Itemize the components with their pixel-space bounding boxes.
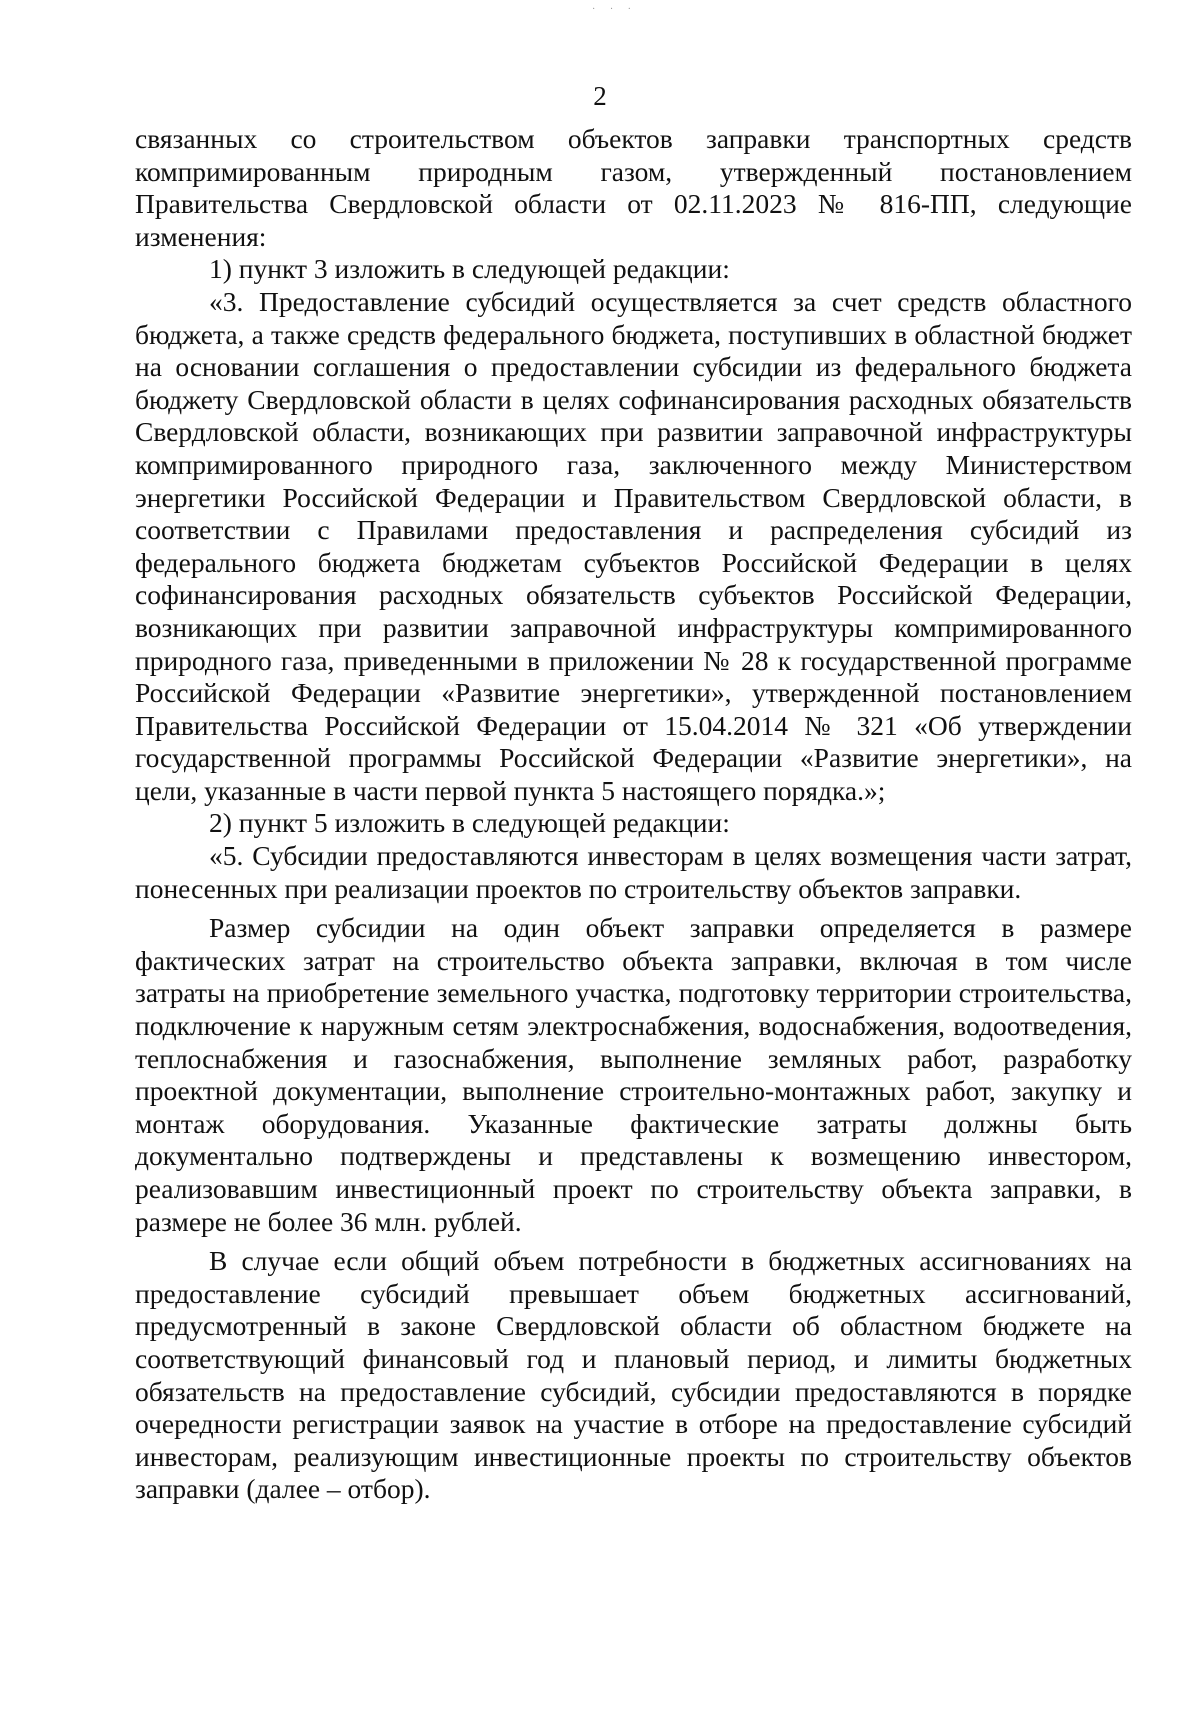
- paragraph-point-3: «3. Предоставление субсидий осуществляется за счет средств областного бюджета, а также средств федерального бюджета, поступивших в областной бюджет на основании соглашения о предоставлении субсидии из федерального бюджета бюджету Свердловской области в целях софинансирования расходных обязательств Свердловской области, возникающих при развитии заправочной инфраструктуры компримированного природного газа, заключенного между Министерством энергетики Российской Федерации и Правительством Свердловской области, в соответствии с Правилами предоставления и распределения субсидий из федерального бюджета бюджетам субъектов Российской Федерации в целях софинансирования расходных обязательств субъектов Российской Федерации, возникающих при развитии заправочной инфраструктуры компримированного природного газа, приведенными в приложении № 28 к государственной программе Российской Федерации «Развитие энергетики», утвержденной постановлением Правительства Российской Федерации от 15.04.2014 № 321 «Об утверждении государственной программы Российской Федерации «Развитие энергетики», на цели, указанные в части первой пункта 5 настоящего порядка.»;: [135, 285, 1132, 806]
- scan-artifact: · · ·: [592, 4, 637, 15]
- paragraph-continuation: связанных со строительством объектов заправки транспортных средств компримированным природным газом, утвержденный постановлением Правительства Свердловской области от 02.11.2023 № 816-ПП, следующие изменения:: [135, 123, 1132, 252]
- paragraph-item-1: 1) пункт 3 изложить в следующей редакции:: [209, 253, 730, 285]
- paragraph-point-5: «5. Субсидии предоставляются инвесторам в целях возмещения части затрат, понесенных при реализации проектов по строительству объектов заправки.: [135, 840, 1132, 904]
- paragraph-budget-limits: В случае если общий объем потребности в бюджетных ассигнованиях на предоставление субсидий превышает объем бюджетных ассигнований, предусмотренный в законе Свердловской области об областном бюджете на соответствующий финансовый год и плановый период, и лимиты бюджетных обязательств на предоставление субсидий, субсидии предоставляются в порядке очередности регистрации заявок на участие в отборе на предоставление субсидий инвесторам, реализующим инвестиционные проекты по строительству объектов заправки (далее – отбор).: [135, 1245, 1132, 1505]
- paragraph-subsidy-size: Размер субсидии на один объект заправки определяется в размере фактических затрат на строительство объекта заправки, включая в том числе затраты на приобретение земельного участка, подготовку территории строительства, подключение к наружным сетям электроснабжения, водоснабжения, водоотведения, теплоснабжения и газоснабжения, выполнение земляных работ, разработку проектной документации, выполнение строительно-монтажных работ, закупку и монтаж оборудования. Указанные фактические затраты должны быть документально подтверждены и представлены к возмещению инвестором, реализовавшим инвестиционный проект по строительству объекта заправки, в размере не более 36 млн. рублей.: [135, 912, 1132, 1237]
- page-number: 2: [593, 81, 607, 111]
- paragraph-item-2: 2) пункт 5 изложить в следующей редакции:: [209, 807, 730, 839]
- document-body: [135, 123, 1132, 1506]
